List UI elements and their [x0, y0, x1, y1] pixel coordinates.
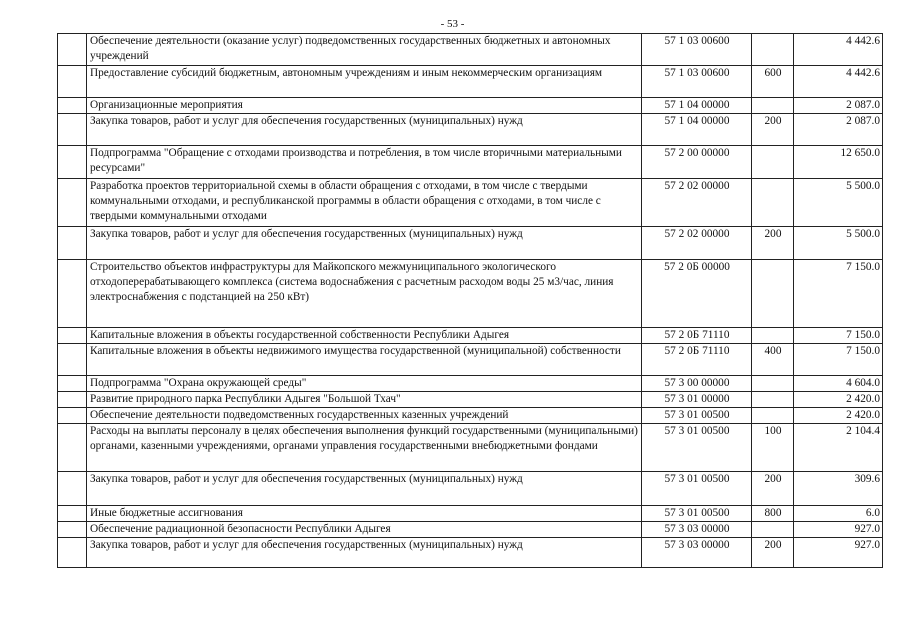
row-index-cell: [58, 472, 87, 506]
budget-code-cell: 57 1 04 00000: [642, 98, 752, 114]
budget-code-cell: 57 1 04 00000: [642, 114, 752, 146]
row-index-cell: [58, 98, 87, 114]
amount-cell: 927.0: [794, 522, 883, 538]
table-row: [58, 376, 883, 392]
amount-cell: 309.6: [794, 472, 883, 506]
table-row: [58, 34, 883, 66]
page-number: - 53 -: [440, 18, 465, 30]
row-index-cell: [58, 114, 87, 146]
item-name-cell: Подпрограмма "Охрана окружающей среды": [87, 376, 642, 392]
amount-cell: 7 150.0: [794, 260, 883, 328]
row-index-cell: [58, 179, 87, 227]
item-name-cell: Закупка товаров, работ и услуг для обеспечения государственных (муниципальных) нужд: [87, 472, 642, 506]
row-index-cell: [58, 392, 87, 408]
amount-cell: 4 442.6: [794, 66, 883, 98]
expense-type-cell: 200: [752, 472, 794, 506]
budget-code-cell: 57 2 0Б 00000: [642, 260, 752, 328]
expense-type-cell: 200: [752, 538, 794, 568]
expense-type-cell: [752, 392, 794, 408]
amount-cell: 6.0: [794, 506, 883, 522]
budget-table: [57, 33, 883, 568]
row-index-cell: [58, 376, 87, 392]
row-index-cell: [58, 260, 87, 328]
table-row: [58, 506, 883, 522]
table-row: [58, 179, 883, 227]
budget-code-cell: 57 2 02 00000: [642, 179, 752, 227]
amount-cell: 2 420.0: [794, 408, 883, 424]
item-name-cell: Строительство объектов инфраструктуры для Майкопского межмуниципального экологического отходоперерабатывающего комплекса (система водоснабжения с расчетным расходом воды 25 м3/час, линия электроснабжения с подстанцией на 250 кВт): [87, 260, 642, 328]
expense-type-cell: 100: [752, 424, 794, 472]
row-index-cell: [58, 522, 87, 538]
row-index-cell: [58, 328, 87, 344]
item-name-cell: Предоставление субсидий бюджетным, автономным учреждениям и иным некоммерческим организациям: [87, 66, 642, 98]
budget-code-cell: 57 3 01 00500: [642, 472, 752, 506]
table-row: [58, 408, 883, 424]
amount-cell: 927.0: [794, 538, 883, 568]
expense-type-cell: [752, 146, 794, 179]
budget-code-cell: 57 3 00 00000: [642, 376, 752, 392]
expense-type-cell: [752, 522, 794, 538]
table-row: [58, 66, 883, 98]
budget-code-cell: 57 3 03 00000: [642, 522, 752, 538]
budget-code-cell: 57 3 01 00500: [642, 408, 752, 424]
budget-code-cell: 57 3 01 00000: [642, 392, 752, 408]
table-row: [58, 538, 883, 568]
table-row: [58, 472, 883, 506]
budget-code-cell: 57 3 01 00500: [642, 506, 752, 522]
table-row: [58, 328, 883, 344]
table-row: [58, 344, 883, 376]
expense-type-cell: [752, 260, 794, 328]
budget-code-cell: 57 2 02 00000: [642, 227, 752, 260]
budget-code-cell: 57 2 00 00000: [642, 146, 752, 179]
expense-type-cell: 600: [752, 66, 794, 98]
item-name-cell: Капитальные вложения в объекты государственной собственности Республики Адыгея: [87, 328, 642, 344]
item-name-cell: Закупка товаров, работ и услуг для обеспечения государственных (муниципальных) нужд: [87, 227, 642, 260]
expense-type-cell: [752, 328, 794, 344]
amount-cell: 7 150.0: [794, 344, 883, 376]
item-name-cell: Обеспечение деятельности (оказание услуг) подведомственных государственных бюджетных и автономных учреждений: [87, 34, 642, 66]
item-name-cell: Закупка товаров, работ и услуг для обеспечения государственных (муниципальных) нужд: [87, 538, 642, 568]
amount-cell: 2 087.0: [794, 114, 883, 146]
row-index-cell: [58, 424, 87, 472]
amount-cell: 7 150.0: [794, 328, 883, 344]
expense-type-cell: [752, 98, 794, 114]
item-name-cell: Разработка проектов территориальной схемы в области обращения с отходами, в том числе с твердыми коммунальными отходами, и республиканской программы в области обращения с отходами, в том числе с твердыми коммунальными отходами: [87, 179, 642, 227]
expense-type-cell: [752, 376, 794, 392]
row-index-cell: [58, 34, 87, 66]
item-name-cell: Обеспечение радиационной безопасности Республики Адыгея: [87, 522, 642, 538]
expense-type-cell: [752, 34, 794, 66]
row-index-cell: [58, 146, 87, 179]
budget-code-cell: 57 2 0Б 71110: [642, 344, 752, 376]
item-name-cell: Развитие природного парка Республики Адыгея "Большой Тхач": [87, 392, 642, 408]
expense-type-cell: [752, 408, 794, 424]
table-row: [58, 424, 883, 472]
table-row: [58, 114, 883, 146]
table-row: [58, 227, 883, 260]
row-index-cell: [58, 506, 87, 522]
expense-type-cell: [752, 179, 794, 227]
budget-code-cell: 57 1 03 00600: [642, 34, 752, 66]
table-row: [58, 522, 883, 538]
row-index-cell: [58, 408, 87, 424]
item-name-cell: Подпрограмма "Обращение с отходами производства и потребления, в том числе вторичными материальными ресурсами": [87, 146, 642, 179]
item-name-cell: Иные бюджетные ассигнования: [87, 506, 642, 522]
item-name-cell: Обеспечение деятельности подведомственных государственных казенных учреждений: [87, 408, 642, 424]
amount-cell: 5 500.0: [794, 227, 883, 260]
expense-type-cell: 200: [752, 114, 794, 146]
row-index-cell: [58, 227, 87, 260]
expense-type-cell: 400: [752, 344, 794, 376]
item-name-cell: Капитальные вложения в объекты недвижимого имущества государственной (муниципальной) собственности: [87, 344, 642, 376]
row-index-cell: [58, 538, 87, 568]
table-row: [58, 98, 883, 114]
amount-cell: 2 104.4: [794, 424, 883, 472]
item-name-cell: Организационные мероприятия: [87, 98, 642, 114]
expense-type-cell: 800: [752, 506, 794, 522]
row-index-cell: [58, 344, 87, 376]
amount-cell: 2 087.0: [794, 98, 883, 114]
budget-code-cell: 57 3 01 00500: [642, 424, 752, 472]
table-row: [58, 392, 883, 408]
amount-cell: 4 442.6: [794, 34, 883, 66]
amount-cell: 4 604.0: [794, 376, 883, 392]
expense-type-cell: 200: [752, 227, 794, 260]
budget-code-cell: 57 2 0Б 71110: [642, 328, 752, 344]
table-row: [58, 260, 883, 328]
amount-cell: 12 650.0: [794, 146, 883, 179]
item-name-cell: Расходы на выплаты персоналу в целях обеспечения выполнения функций государственными (муниципальными) органами, казенными учреждениями, органами управления государственными внебюджетными фондами: [87, 424, 642, 472]
amount-cell: 2 420.0: [794, 392, 883, 408]
budget-table-body: [58, 34, 883, 568]
table-row: [58, 146, 883, 179]
budget-code-cell: 57 3 03 00000: [642, 538, 752, 568]
item-name-cell: Закупка товаров, работ и услуг для обеспечения государственных (муниципальных) нужд: [87, 114, 642, 146]
budget-code-cell: 57 1 03 00600: [642, 66, 752, 98]
amount-cell: 5 500.0: [794, 179, 883, 227]
row-index-cell: [58, 66, 87, 98]
